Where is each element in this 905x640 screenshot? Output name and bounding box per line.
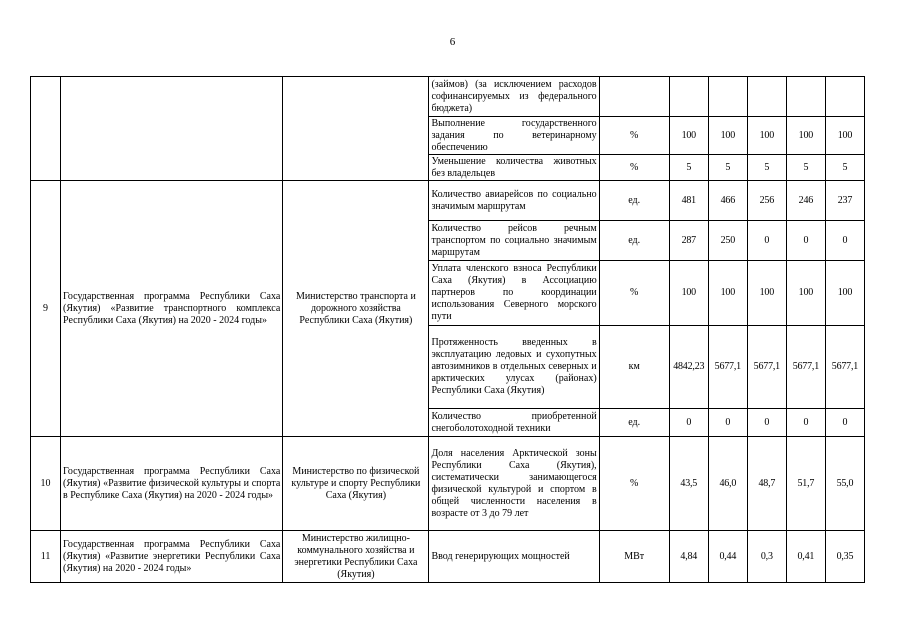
value-cell: 0 bbox=[825, 409, 864, 437]
value-cell: 100 bbox=[825, 261, 864, 326]
executor-cell bbox=[283, 77, 429, 181]
value-cell: 5677,1 bbox=[708, 326, 747, 409]
value-cell bbox=[669, 77, 708, 117]
unit-cell: % bbox=[599, 437, 669, 531]
row-number-cell: 10 bbox=[31, 437, 61, 531]
value-cell: 256 bbox=[747, 181, 786, 221]
value-cell: 5 bbox=[786, 155, 825, 181]
value-cell: 5 bbox=[825, 155, 864, 181]
program-name-cell bbox=[61, 77, 283, 181]
indicator-cell: Протяженность введенных в эксплуатацию ледовых и сухопутных автозимников в отдельных северных и арктических улусах (районах) Республики Саха (Якутия) bbox=[429, 326, 599, 409]
value-cell: 0,3 bbox=[747, 531, 786, 583]
value-cell: 0 bbox=[825, 221, 864, 261]
indicator-cell: Ввод генерирующих мощностей bbox=[429, 531, 599, 583]
executor-cell: Министерство транспорта и дорожного хозяйства Республики Саха (Якутия) bbox=[283, 181, 429, 437]
value-cell: 43,5 bbox=[669, 437, 708, 531]
value-cell: 0 bbox=[786, 409, 825, 437]
program-name-cell: Государственная программа Республики Саха (Якутия) «Развитие энергетики Республики Саха (Якутия) на 2020 - 2024 годы» bbox=[61, 531, 283, 583]
value-cell: 100 bbox=[747, 261, 786, 326]
value-cell: 0,41 bbox=[786, 531, 825, 583]
table-row bbox=[31, 437, 865, 531]
unit-cell bbox=[599, 77, 669, 117]
value-cell: 5677,1 bbox=[747, 326, 786, 409]
indicator-cell: Выполнение государственного задания по ветеринарному обеспечению bbox=[429, 117, 599, 155]
row-number-cell: 11 bbox=[31, 531, 61, 583]
value-cell: 5677,1 bbox=[825, 326, 864, 409]
value-cell: 46,0 bbox=[708, 437, 747, 531]
value-cell: 0 bbox=[669, 409, 708, 437]
executor-cell: Министерство жилищно-коммунального хозяйства и энергетики Республики Саха (Якутия) bbox=[283, 531, 429, 583]
value-cell: 246 bbox=[786, 181, 825, 221]
value-cell: 55,0 bbox=[825, 437, 864, 531]
value-cell: 287 bbox=[669, 221, 708, 261]
indicator-cell: Количество приобретенной снегоболотоходной техники bbox=[429, 409, 599, 437]
unit-cell: км bbox=[599, 326, 669, 409]
program-name-cell: Государственная программа Республики Саха (Якутия) «Развитие транспортного комплекса Республики Саха (Якутия) на 2020 - 2024 годы» bbox=[61, 181, 283, 437]
indicator-cell: Уменьшение количества животных без владельцев bbox=[429, 155, 599, 181]
indicator-cell: Количество рейсов речным транспортом по социально значимым маршрутам bbox=[429, 221, 599, 261]
value-cell: 237 bbox=[825, 181, 864, 221]
unit-cell: ед. bbox=[599, 221, 669, 261]
value-cell: 100 bbox=[708, 261, 747, 326]
value-cell: 4,84 bbox=[669, 531, 708, 583]
value-cell: 481 bbox=[669, 181, 708, 221]
indicator-cell: Количество авиарейсов по социально значимым маршрутам bbox=[429, 181, 599, 221]
value-cell: 100 bbox=[786, 117, 825, 155]
value-cell: 0,35 bbox=[825, 531, 864, 583]
value-cell: 100 bbox=[786, 261, 825, 326]
value-cell: 4842,23 bbox=[669, 326, 708, 409]
value-cell bbox=[786, 77, 825, 117]
value-cell bbox=[825, 77, 864, 117]
value-cell: 100 bbox=[747, 117, 786, 155]
table-row bbox=[31, 77, 865, 117]
value-cell: 0 bbox=[708, 409, 747, 437]
value-cell: 5 bbox=[747, 155, 786, 181]
indicator-cell: (займов) (за исключением расходов софинансируемых из федерального бюджета) bbox=[429, 77, 599, 117]
value-cell: 100 bbox=[708, 117, 747, 155]
value-cell: 0 bbox=[747, 409, 786, 437]
indicator-cell: Доля населения Арктической зоны Республики Саха (Якутия), систематически занимающегося физической культурой и спортом в общей численности населения в возрасте от 3 до 79 лет bbox=[429, 437, 599, 531]
unit-cell: % bbox=[599, 117, 669, 155]
indicator-cell: Уплата членского взноса Республики Саха (Якутия) в Ассоциацию партнеров по координации использования Северного морского пути bbox=[429, 261, 599, 326]
value-cell: 5 bbox=[669, 155, 708, 181]
value-cell: 100 bbox=[669, 117, 708, 155]
executor-cell: Министерство по физической культуре и спорту Республики Саха (Якутия) bbox=[283, 437, 429, 531]
row-number-cell bbox=[31, 77, 61, 181]
unit-cell: МВт bbox=[599, 531, 669, 583]
value-cell bbox=[708, 77, 747, 117]
value-cell: 5 bbox=[708, 155, 747, 181]
table-row bbox=[31, 181, 865, 221]
value-cell: 100 bbox=[825, 117, 864, 155]
unit-cell: ед. bbox=[599, 181, 669, 221]
value-cell: 0 bbox=[786, 221, 825, 261]
value-cell: 250 bbox=[708, 221, 747, 261]
value-cell: 466 bbox=[708, 181, 747, 221]
value-cell: 5677,1 bbox=[786, 326, 825, 409]
value-cell: 51,7 bbox=[786, 437, 825, 531]
unit-cell: % bbox=[599, 155, 669, 181]
page-number: 6 bbox=[449, 36, 456, 48]
table-row bbox=[31, 531, 865, 583]
unit-cell: % bbox=[599, 261, 669, 326]
table-body bbox=[31, 77, 865, 583]
value-cell bbox=[747, 77, 786, 117]
value-cell: 48,7 bbox=[747, 437, 786, 531]
value-cell: 0 bbox=[747, 221, 786, 261]
program-indicators-table bbox=[30, 76, 865, 583]
value-cell: 100 bbox=[669, 261, 708, 326]
row-number-cell: 9 bbox=[31, 181, 61, 437]
program-name-cell: Государственная программа Республики Саха (Якутия) «Развитие физической культуры и спорта в Республике Саха (Якутия) на 2020 - 2024 годы» bbox=[61, 437, 283, 531]
unit-cell: ед. bbox=[599, 409, 669, 437]
value-cell: 0,44 bbox=[708, 531, 747, 583]
